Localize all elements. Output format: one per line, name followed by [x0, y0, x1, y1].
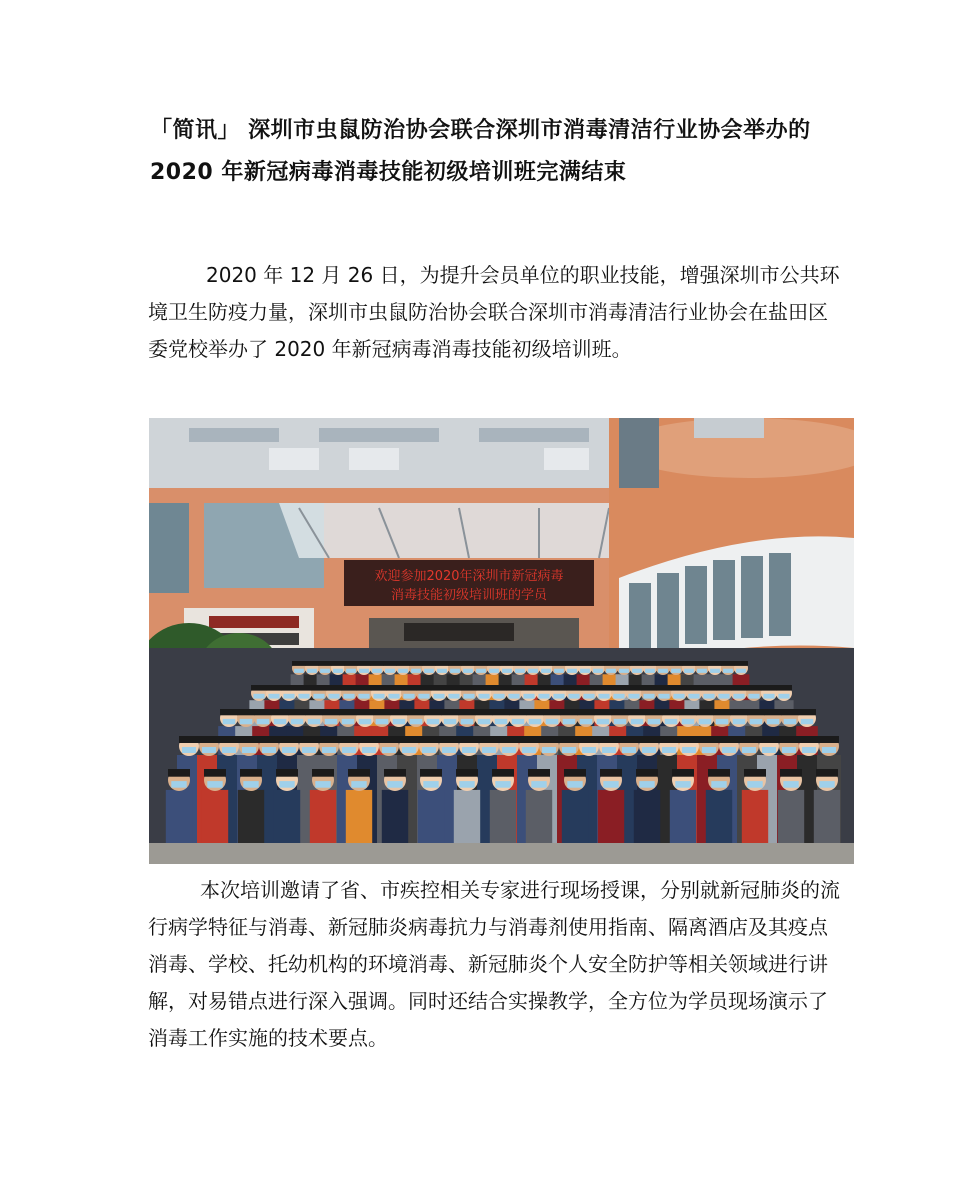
banner-line-1: 欢迎参加2020年深圳市新冠病毒: [374, 569, 564, 584]
page-title: 「简讯」 深圳市虫鼠防治协会联合深圳市消毒清洁行业协会举办的 2020 年新冠病毒消毒技能初级培训班完满结束: [150, 118, 811, 185]
group-photo: [149, 418, 854, 864]
intro-paragraph: 2020 年 12 月 26 日，为提升会员单位的职业技能，增强深圳市公共环境卫生防疫力量，深圳市虫鼠防治协会联合深圳市消毒清洁行业协会在盐田区委党校举办了 2020 年新冠病毒消毒技能初级培训班。: [148, 263, 840, 361]
banner-line-2: 消毒技能初级培训班的学员: [390, 588, 548, 603]
details-paragraph: 本次培训邀请了省、市疾控相关专家进行现场授课，分别就新冠肺炎的流行病学特征与消毒、新冠肺炎病毒抗力与消毒剂使用指南、隔离酒店及其疫点消毒、学校、托幼机构的环境消毒、新冠肺炎个人安全防护等相关领域进行讲解，对易错点进行深入强调。同时还结合实操教学，全方位为学员现场演示了消毒工作实施的技术要点。: [148, 878, 840, 1050]
